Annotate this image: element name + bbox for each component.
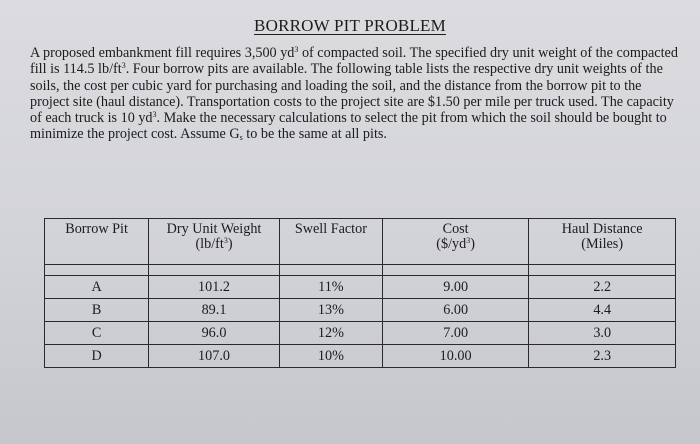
- cell-swell-factor: 11%: [279, 276, 382, 299]
- title-text: BORROW PIT PROBLEM: [254, 16, 446, 35]
- cell-haul-distance: 4.4: [529, 299, 676, 322]
- table-row: [45, 276, 676, 299]
- header-borrow-pit-text: Borrow Pit: [65, 221, 128, 237]
- statement-sup-1: 3: [294, 45, 299, 54]
- cell-haul-distance: 2.3: [529, 345, 676, 368]
- header-cost-line2-post: ): [470, 236, 475, 252]
- cell-haul-distance: 3.0: [529, 322, 676, 345]
- header-dry-line1: Dry Unit Weight: [166, 221, 262, 237]
- header-swell-factor: [279, 219, 382, 265]
- header-borrow-pit: [45, 219, 149, 265]
- cell-cost: 9.00: [382, 276, 528, 299]
- header-cost-line1: Cost: [442, 221, 469, 237]
- header-cost-sup: 3: [466, 236, 471, 245]
- borrow-pit-table: [44, 218, 676, 368]
- page-title: [0, 16, 700, 36]
- problem-statement: [30, 45, 680, 143]
- cell-dry-unit-weight: 101.2: [149, 276, 280, 299]
- statement-text-5: to be the same at all pits.: [242, 126, 387, 143]
- table-row: [45, 299, 676, 322]
- cell-dry-unit-weight: 107.0: [149, 345, 280, 368]
- cell-dry-unit-weight: 89.1: [149, 299, 280, 322]
- cell-cost: 7.00: [382, 322, 528, 345]
- header-dry-line2-pre: (lb/ft: [195, 236, 224, 252]
- cell-pit: A: [45, 276, 149, 299]
- statement-text-4: . Make the necessary calculations to select the pit from which the soil should be bought to minimize the project cost. Assume G: [30, 110, 667, 143]
- statement-sub-1: s: [239, 133, 243, 143]
- statement-sup-3: 3: [152, 110, 157, 120]
- header-dry-line2-post: ): [227, 236, 233, 252]
- table-spacer-row: [45, 265, 676, 276]
- table-row: [45, 322, 676, 345]
- cell-dry-unit-weight: 96.0: [149, 322, 280, 345]
- statement-sup-2: 3: [121, 61, 126, 71]
- cell-swell-factor: 10%: [279, 345, 382, 368]
- header-cost: [382, 219, 528, 265]
- cell-pit: D: [45, 345, 149, 368]
- header-dry-sup: 3: [223, 236, 228, 245]
- cell-pit: B: [45, 299, 149, 322]
- header-haul-distance: [529, 219, 676, 265]
- table-row: [45, 345, 676, 368]
- header-haul-line2: (Miles): [581, 236, 624, 252]
- table-header-row: [45, 219, 676, 265]
- header-cost-line2-pre: ($/yd: [436, 236, 467, 252]
- cell-cost: 10.00: [382, 345, 528, 368]
- header-swell-text: Swell Factor: [294, 221, 367, 237]
- cell-swell-factor: 12%: [279, 322, 382, 345]
- cell-swell-factor: 13%: [279, 299, 382, 322]
- header-dry-unit-weight: [149, 219, 280, 265]
- cell-pit: C: [45, 322, 149, 345]
- cell-cost: 6.00: [382, 299, 528, 322]
- statement-text-1: A proposed embankment fill requires 3,500 yd: [30, 45, 295, 61]
- header-haul-line1: Haul Distance: [561, 221, 643, 237]
- cell-haul-distance: 2.2: [529, 276, 676, 299]
- statement-text-3: . Four borrow pits are available. The following table lists the respective dry unit weights of the soils, the cost per cubic yard for purchasing and loading the soil, and the distance from the borrow pit to the project site (haul distance). Transportation costs to the project site are $1.50 per mile per truck used. The capacity of each truck is 10 yd: [30, 61, 674, 127]
- statement-text-2: of compacted soil. The specified dry unit weight of the compacted fill is 114.5 lb/ft: [30, 45, 678, 78]
